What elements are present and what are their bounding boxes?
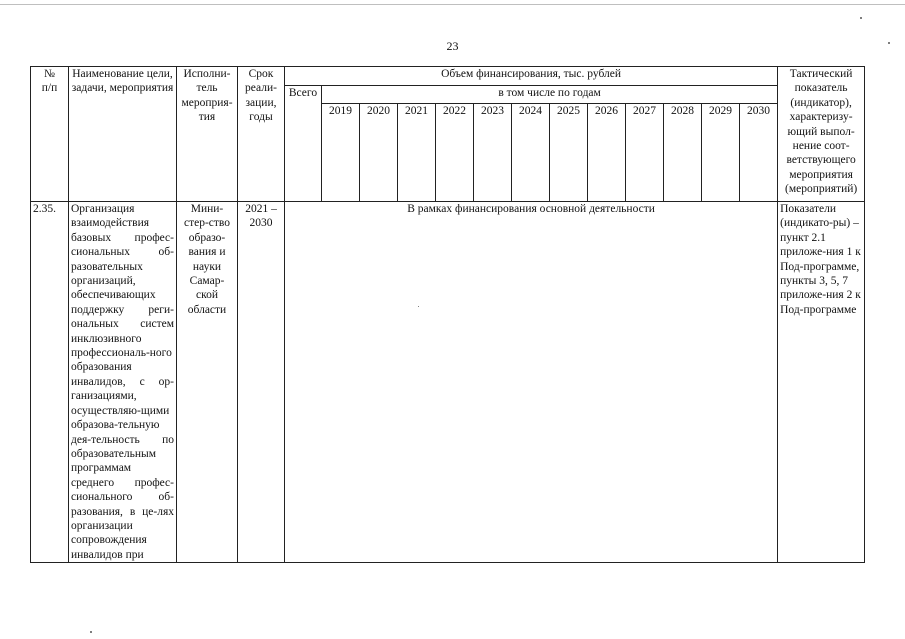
header-num: № п/п (31, 67, 69, 202)
row-term: 2021 – 2030 (238, 202, 285, 563)
header-name: Наименование цели, задачи, мероприятия (69, 67, 177, 202)
row-funding: В рамках финансирования основной деятельности (285, 202, 778, 563)
header-total: Всего (285, 86, 322, 202)
header-year: 2021 (398, 104, 436, 202)
page-number: 23 (446, 39, 459, 53)
row-executor: Мини-стер-ство образо-вания и науки Самар-ской области (177, 202, 238, 563)
header-funding: Объем финансирования, тыс. рублей (285, 67, 778, 86)
scan-speck (90, 631, 92, 633)
header-year: 2022 (436, 104, 474, 202)
header-year: 2027 (626, 104, 664, 202)
header-year: 2030 (740, 104, 778, 202)
row-indicator: Показатели (индикато-ры) – пункт 2.1 приложе-ния 1 к Под-программе, пункты 3, 5, 7 приложе-ния 2 к Под-программе (778, 202, 865, 563)
table-row (31, 202, 865, 563)
header-year: 2020 (360, 104, 398, 202)
header-year: 2025 (550, 104, 588, 202)
row-number: 2.35. (31, 202, 69, 563)
scan-speck (888, 42, 890, 44)
header-year: 2028 (664, 104, 702, 202)
row-name: Организация взаимодействия базовых профес-сиональных об-разовательных организаций, обеспечивающих поддержку реги-ональных систем инклюзивного профессиональ-ного образования инвалидов, с ор-ганизациями, осуществляю-щими образова-тельную дея-тельность по образовательным программам среднего профес-сионального об-разования, в це-лях организации сопровождения инвалидов при (69, 202, 177, 563)
scan-speck (418, 306, 419, 307)
header-term: Срок реали-зации, годы (238, 67, 285, 202)
header-year: 2029 (702, 104, 740, 202)
header-by-years: в том числе по годам (322, 86, 778, 104)
scan-speck (860, 17, 862, 19)
header-year: 2026 (588, 104, 626, 202)
financing-table (30, 66, 865, 563)
header-year: 2023 (474, 104, 512, 202)
scan-top-line (0, 4, 905, 5)
header-year: 2019 (322, 104, 360, 202)
header-year: 2024 (512, 104, 550, 202)
header-indicator: Тактический показатель (индикатор), характеризу-ющий выпол-нение соот-ветствующего мероприятия (мероприятий) (778, 67, 865, 202)
header-executor: Исполни-тель мероприя-тия (177, 67, 238, 202)
